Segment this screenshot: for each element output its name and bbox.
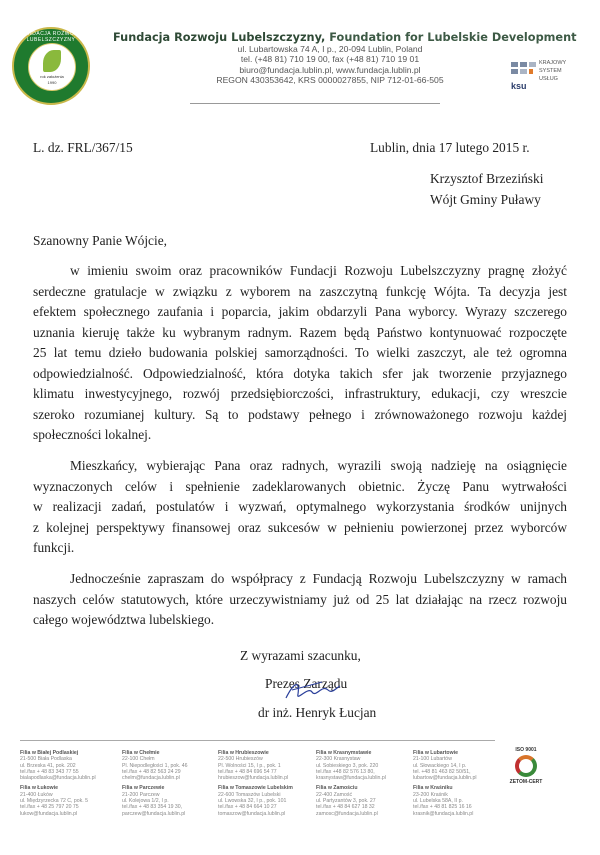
logo-ring-text: FUNDACJA ROZWOJU LUBELSZCZYZNY xyxy=(20,31,82,43)
ksu-logo xyxy=(511,60,595,94)
place-date: Lublin, dnia 17 lutego 2015 r. xyxy=(370,140,530,155)
org-address xyxy=(190,44,470,85)
org-name-en: Foundation for Lubelskie Development xyxy=(329,31,577,44)
body-line: Jednocześnie zapraszam do współpracy z Fundacją Rozwoju Lubelszczyzny w ramach xyxy=(70,571,567,586)
branch-line: 21-500 Biała Podlaska xyxy=(20,756,72,763)
letter-body xyxy=(33,261,567,641)
body-line: serdeczne gratulacje w związku z wyborem na zaszczytną funkcję Wójta. Ta decyzja jest xyxy=(33,283,567,299)
branch-line: tel./fax + 48 84 627 18 32 xyxy=(316,804,375,811)
paragraph xyxy=(33,261,567,446)
certificate-icon xyxy=(515,755,537,777)
branch-line: tel./fax + 48 81 825 16 16 xyxy=(413,804,472,811)
branch-line: 22-500 Hrubieszów xyxy=(218,756,263,763)
foundation-logo xyxy=(12,27,90,105)
ksu-abbr: ksu xyxy=(511,81,527,91)
branch-line: ul. Sobieskiego 3, pok. 220 xyxy=(316,762,379,769)
ksu-line: SYSTEM xyxy=(539,68,562,74)
branch-line: tel./fax + 48 25 797 20 75 xyxy=(20,804,79,811)
branch-info xyxy=(413,785,513,816)
branch-line: 21-200 Parczew xyxy=(122,791,160,798)
branch-line: tomaszow@fundacja.lublin.pl xyxy=(218,810,286,817)
phone-line: tel. (+48 81) 710 19 00, fax (+48 81) 710 19 01 xyxy=(240,54,420,65)
branch-info xyxy=(316,785,416,816)
branch-title: Filia w Zamościu xyxy=(316,785,358,792)
branch-line: 22-600 Tomaszów Lubelski xyxy=(218,791,281,798)
branch-line: lukow@fundacja.lublin.pl xyxy=(20,810,78,817)
branch-line: 21-400 Łuków xyxy=(20,791,53,798)
registry-line: REGON 430353642, KRS 0000027855, NIP 712-01-66-505 xyxy=(216,74,444,85)
body-line: Mieszkańcy, wybierając Pana oraz radnych, wyrazili swoją nadzieję na osiągnięcie xyxy=(70,458,567,473)
body-line: szeroko rozumianej kultury. Są to podstawy pełnego i zrównoważonego rozwoju każdej xyxy=(33,406,567,422)
body-line: w imieniu swoim oraz pracowników Fundacji Rozwoju Lubelszczyzny pragnę złożyć xyxy=(70,263,567,278)
branch-line: tel./fax +48 82 576 13 80, xyxy=(316,768,375,775)
logo-founded-label: rok założenia xyxy=(40,74,64,79)
branch-line: tel./fax + 48 83 343 77 55 xyxy=(20,768,79,775)
branch-line: tel./fax + 48 84 664 10 27 xyxy=(218,804,277,811)
signature xyxy=(282,676,342,706)
header-divider xyxy=(190,103,440,104)
signer-name: dr inż. Henryk Łucjan xyxy=(258,705,377,720)
branch-title: Filia w Hrubieszowie xyxy=(218,750,269,756)
footer-column xyxy=(218,750,318,821)
body-line: odpowiedzialność. Odpowiedzialność, która dotyka takich sfer jak tworzenie przyjaznego xyxy=(33,365,567,381)
closing: Z wyrazami szacunku, xyxy=(240,648,361,663)
body-line: klimatu inwestycyjnego, rozwój przedsiębiorczości, infrastruktury, edukacji, czy wreszcie xyxy=(33,386,567,401)
branch-line: bialapodlaska@fundacja.lublin.pl xyxy=(20,775,96,782)
address-line: ul. Lubartowska 74 A, I p., 20-094 Lublin, Poland xyxy=(237,44,423,54)
body-line: w realizacji zadań, postulatów i wyzwań, optymalnego wykorzystania środków unijnych xyxy=(33,499,567,514)
branch-line: tel./fax + 48 82 563 24 29 xyxy=(122,768,181,775)
footer-column xyxy=(20,750,120,821)
branch-info xyxy=(122,785,222,816)
branch-info xyxy=(218,750,318,781)
branch-line: 23-200 Kraśnik xyxy=(413,791,448,798)
branch-line: 22-400 Zamość xyxy=(316,791,353,798)
branch-line: 22-300 Krasnystaw xyxy=(316,756,361,763)
branch-info xyxy=(122,750,222,781)
branch-info xyxy=(316,750,416,781)
iso-certifier: ZETOM-CERT xyxy=(509,779,543,785)
org-name xyxy=(113,31,577,44)
branch-line: 22-100 Chełm xyxy=(122,756,155,763)
body-line: naszych celów statutowych, które urzeczywistniamy już od 25 lat działając na rzecz rozwoju xyxy=(33,591,567,607)
iso-label: ISO 9001 xyxy=(515,747,537,753)
reference-number: L. dz. FRL/367/15 xyxy=(33,140,133,155)
iso-certificate-logo xyxy=(506,747,546,785)
branch-title: Filia w Kraśniku xyxy=(413,785,453,792)
recipient-name: Krzysztof Brzeziński xyxy=(430,171,544,186)
body-line: 25 lat temu dzieło budowania polskiej samorządności. To wielki zaszczyt, ale też ogromna xyxy=(33,345,567,360)
branch-info xyxy=(20,750,120,781)
branch-title: Filia w Lubartowie xyxy=(413,750,458,756)
ksu-line: USŁUG xyxy=(539,76,558,82)
branch-line: tel./fax + 48 84 696 54 77 xyxy=(218,768,277,775)
branch-line: ul. Międzyrzecka 72 C, pok. 5 xyxy=(20,798,89,805)
branch-line: parczew@fundacja.lublin.pl xyxy=(122,810,186,817)
contact-line: biuro@fundacja.lublin.pl, www.fundacja.lublin.pl xyxy=(239,64,421,75)
branch-title: Filia w Parczewie xyxy=(122,785,165,792)
footer-column xyxy=(316,750,416,821)
branch-title: Filia w Krasnymstawie xyxy=(316,750,372,756)
paragraph xyxy=(33,456,567,559)
branch-title: Filia w Łukowie xyxy=(20,785,59,792)
org-name-pl: Fundacja Rozwoju Lubelszczyzny, xyxy=(113,31,326,44)
footer-column xyxy=(413,750,513,821)
branch-line: ul. Partyzantów 3, pok. 27 xyxy=(316,798,376,805)
branch-line: ul. Lwowska 32, I p., pok. 101 xyxy=(218,798,287,805)
branch-line: ul. Słowackiego 14, I p. xyxy=(413,762,467,769)
body-line: społeczności lokalnej. xyxy=(33,427,152,442)
branch-info xyxy=(218,785,318,816)
branch-line: ul. Brzeska 41, pok. 202 xyxy=(20,762,76,769)
branch-line: chelm@fundacja.lublin.pl xyxy=(122,775,180,782)
branch-title: Filia w Tomaszowie Lubelskim xyxy=(218,785,293,792)
salutation: Szanowny Panie Wójcie, xyxy=(33,233,167,248)
branch-line: Pl. Niepodległości 1, pok. 46 xyxy=(122,762,188,769)
paragraph xyxy=(33,569,567,631)
branch-line: tel./fax + 48 83 354 19 30, xyxy=(122,804,183,811)
branch-title: Filia w Białej Podlaskiej xyxy=(20,750,79,756)
branch-line: ul. Lubelska 58A, II p. xyxy=(413,798,463,805)
branch-line: tel. +48 81 463 82 50/51, xyxy=(413,768,471,775)
branch-line: hrubieszow@fundacja.lublin.pl xyxy=(218,775,289,782)
branch-info xyxy=(20,785,120,816)
branch-title: Filia w Chełmie xyxy=(122,750,160,756)
logo-founded-year: 1990 xyxy=(47,80,57,85)
body-line: efektem społecznego zaufania i poparcia, jakim obdarzyli Pana wyborcy. Wyrazy szczerego xyxy=(33,304,567,319)
signer-title: Prezes Zarządu xyxy=(265,676,348,691)
footer-column xyxy=(122,750,222,821)
branch-info xyxy=(413,750,513,781)
body-line: z kolejnej perspektywy finansowej oraz sukcesów w pełnieniu powierzonej przez wyborców xyxy=(33,519,567,535)
ksu-line: KRAJOWY xyxy=(539,60,567,66)
body-line: całego województwa lubelskiego. xyxy=(33,612,215,627)
branch-line: Pl. Wolności 15, I p., pok. 1 xyxy=(218,762,281,769)
branch-line: lubartow@fundacja.lublin.pl xyxy=(413,775,477,782)
branch-line: 21-100 Lubartów xyxy=(413,756,452,763)
branch-line: krasnystaw@fundacja.lublin.pl xyxy=(316,775,386,782)
footer-divider xyxy=(20,740,495,741)
leaf-icon xyxy=(43,50,61,72)
recipient-title: Wójt Gminy Puławy xyxy=(430,192,541,207)
branch-line: zamosc@fundacja.lublin.pl xyxy=(316,810,378,817)
body-line: funkcji. xyxy=(33,540,75,555)
body-line: uznania kieruję także ku wybranym radnym. Razem będą Państwo kontynuować rozpoczęte xyxy=(33,324,567,340)
branch-line: ul. Kolejowa 1/2, I p. xyxy=(122,798,169,805)
body-line: wyznaczonych celów i spełnienie zadeklarowanych obietnic. Życzę Panu wytrwałości xyxy=(33,478,567,494)
branch-line: krasnik@fundacja.lublin.pl xyxy=(413,810,474,817)
